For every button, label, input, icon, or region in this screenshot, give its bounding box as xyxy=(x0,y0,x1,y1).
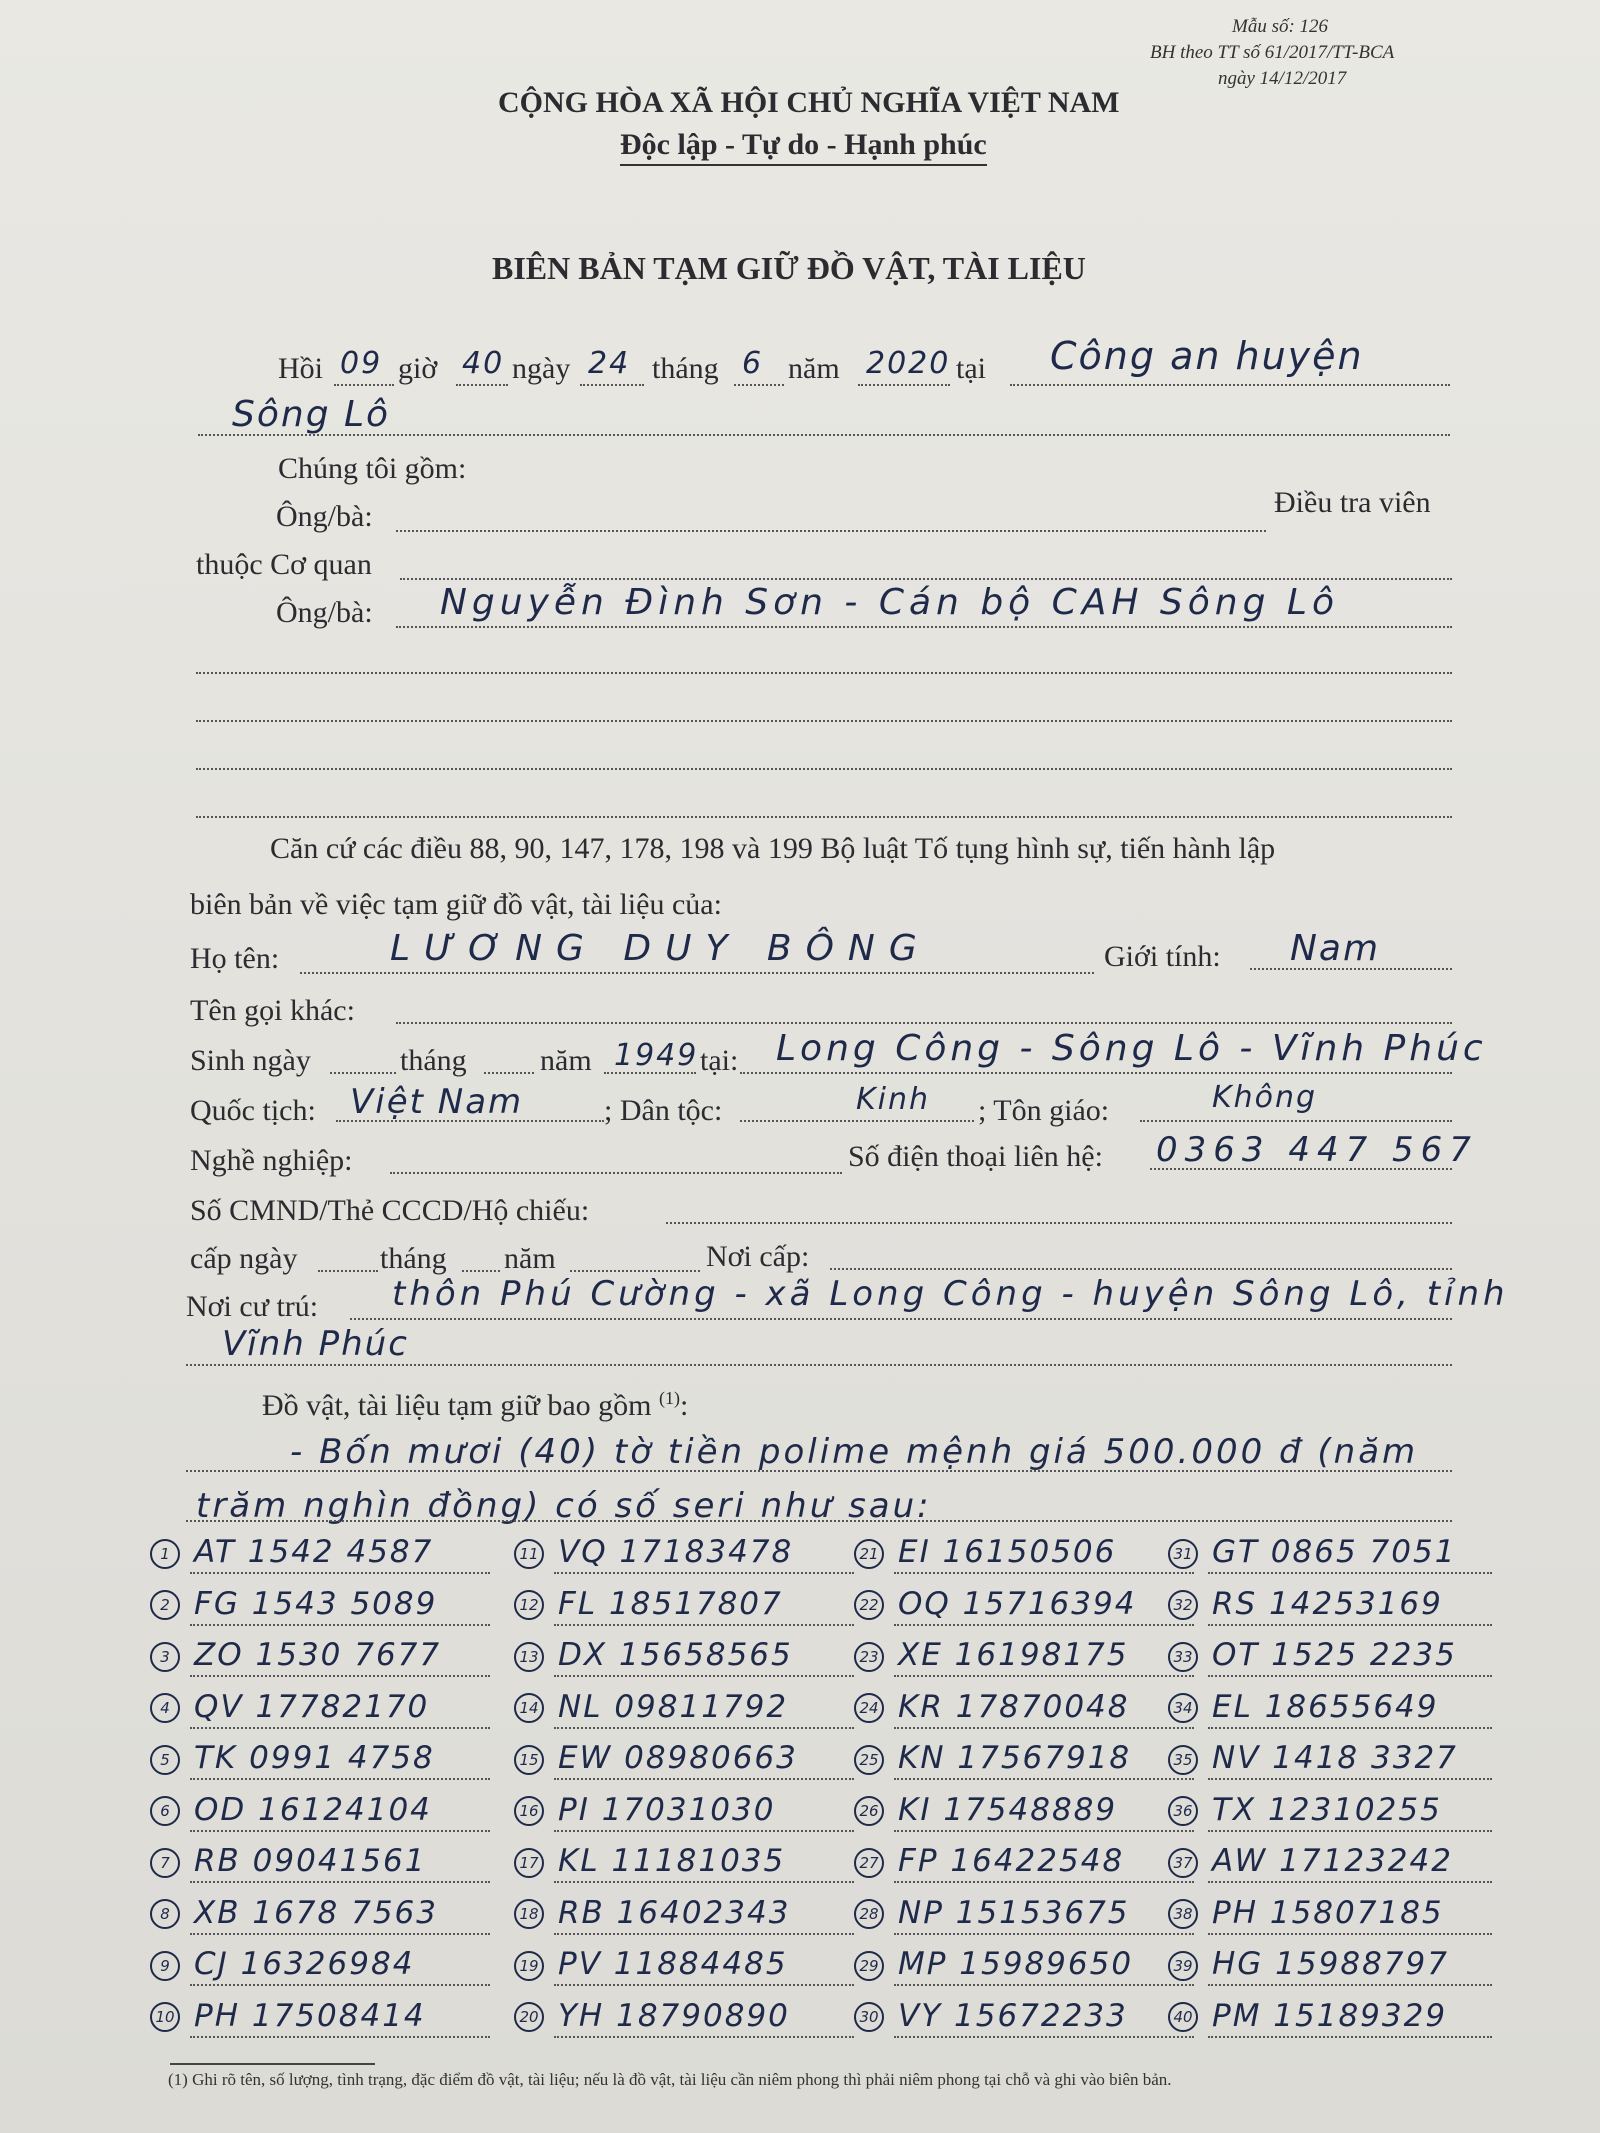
serial-index: 12 xyxy=(514,1590,544,1620)
serial-number: EL 18655649 xyxy=(1212,1688,1439,1725)
serial-index: 4 xyxy=(150,1693,180,1723)
serial-number: ZO 1530 7677 xyxy=(194,1637,442,1673)
serial-item xyxy=(854,1946,1133,1982)
issue-month-label: tháng xyxy=(380,1242,447,1275)
serial-number: CJ 16326984 xyxy=(194,1946,415,1982)
serial-item xyxy=(1168,1586,1443,1622)
day-value: 24 xyxy=(588,346,631,381)
serial-number: OD 16124104 xyxy=(194,1791,432,1828)
serial-item xyxy=(1168,1637,1457,1673)
serial-number: NP 15153675 xyxy=(898,1894,1130,1931)
occupation-label: Nghề nghiệp: xyxy=(190,1144,353,1177)
serial-item xyxy=(854,1586,1136,1622)
serial-item xyxy=(150,1637,441,1673)
serial-index: 37 xyxy=(1168,1848,1198,1878)
serial-item xyxy=(1168,1534,1456,1570)
serial-number: NV 1418 3327 xyxy=(1212,1740,1458,1776)
serial-item xyxy=(150,1998,426,2034)
serial-number: OT 1525 2235 xyxy=(1212,1637,1457,1673)
religion-label: ; Tôn giáo: xyxy=(978,1094,1110,1127)
form-code-line2: BH theo TT số 61/2017/TT-BCA xyxy=(1150,42,1395,63)
serial-number: XE 16198175 xyxy=(898,1637,1129,1673)
residence-label: Nơi cư trú: xyxy=(186,1290,319,1323)
serial-index: 28 xyxy=(854,1899,884,1929)
serial-item xyxy=(150,1946,414,1982)
serial-item xyxy=(854,1740,1131,1776)
gender-label: Giới tính: xyxy=(1104,940,1221,973)
serial-item xyxy=(514,1637,793,1673)
person1-label: Ông/bà: xyxy=(276,500,373,533)
serial-item xyxy=(514,1843,785,1879)
residence-value-2: Vĩnh Phúc xyxy=(222,1324,409,1364)
serial-number: PH 17508414 xyxy=(194,1997,426,2034)
person2-value: Nguyễn Đình Sơn - Cán bộ CAH Sông Lô xyxy=(440,582,1339,623)
serial-number: TX 12310255 xyxy=(1212,1791,1442,1828)
serial-number: PM 15189329 xyxy=(1212,1997,1448,2034)
serial-index: 19 xyxy=(514,1951,544,1981)
minute-value: 40 xyxy=(462,346,505,381)
serial-item xyxy=(854,1792,1117,1828)
serial-index: 13 xyxy=(514,1642,544,1672)
serial-number: PH 15807185 xyxy=(1212,1894,1444,1931)
items-desc-line1: - Bốn mươi (40) tờ tiền polime mệnh giá 500.000 đ (năm xyxy=(290,1432,1419,1472)
gender-value: Nam xyxy=(1290,928,1381,969)
serial-number: RS 14253169 xyxy=(1212,1585,1443,1622)
form-code-line3: ngày 14/12/2017 xyxy=(1218,68,1347,89)
serial-index: 23 xyxy=(854,1642,884,1672)
serial-index: 34 xyxy=(1168,1693,1198,1723)
serial-index: 29 xyxy=(854,1951,884,1981)
serial-item xyxy=(514,1534,793,1570)
serial-number: OQ 15716394 xyxy=(898,1585,1137,1622)
phone-label: Số điện thoại liên hệ: xyxy=(848,1140,1103,1173)
serial-item xyxy=(150,1740,435,1776)
serial-item xyxy=(150,1534,433,1570)
serial-number: HG 15988797 xyxy=(1212,1946,1449,1982)
serial-number: PI 17031030 xyxy=(558,1791,776,1828)
serial-number: QV 17782170 xyxy=(194,1688,430,1725)
serial-index: 35 xyxy=(1168,1745,1198,1775)
serial-item xyxy=(1168,1740,1458,1776)
serial-item xyxy=(514,1586,783,1622)
serial-number: KR 17870048 xyxy=(898,1688,1130,1725)
serial-number: AW 17123242 xyxy=(1212,1843,1453,1879)
serial-item xyxy=(1168,1998,1447,2034)
serial-index: 15 xyxy=(514,1745,544,1775)
serial-index: 11 xyxy=(514,1539,544,1569)
serial-number: VQ 17183478 xyxy=(558,1534,794,1570)
nationality-value: Việt Nam xyxy=(350,1082,524,1122)
serial-item xyxy=(514,1740,798,1776)
motto: Độc lập - Tự do - Hạnh phúc xyxy=(620,128,987,166)
serial-item xyxy=(854,1895,1130,1931)
religion-value: Không xyxy=(1212,1080,1318,1115)
role-label: Điều tra viên xyxy=(1274,486,1431,519)
serial-item xyxy=(514,1689,788,1725)
person2-label: Ông/bà: xyxy=(276,596,373,629)
serial-index: 36 xyxy=(1168,1796,1198,1826)
serial-item xyxy=(1168,1792,1442,1828)
serial-item xyxy=(514,1792,775,1828)
serial-number: XB 1678 7563 xyxy=(194,1894,438,1931)
issue-place-label: Nơi cấp: xyxy=(706,1240,810,1273)
serial-index: 6 xyxy=(150,1796,180,1826)
serial-index: 20 xyxy=(514,2002,544,2032)
year-value: 2020 xyxy=(866,346,951,381)
serial-item xyxy=(854,1534,1116,1570)
year-label: năm xyxy=(788,352,840,385)
serial-index: 8 xyxy=(150,1899,180,1929)
serial-number: EI 16150506 xyxy=(898,1534,1117,1570)
serial-index: 24 xyxy=(854,1693,884,1723)
basis-line1: Căn cứ các điều 88, 90, 147, 178, 198 và 199 Bộ luật Tố tụng hình sự, tiến hành lập xyxy=(270,832,1276,865)
serial-item xyxy=(150,1843,426,1879)
phone-value: 0363 447 567 xyxy=(1156,1130,1478,1170)
serial-index: 30 xyxy=(854,2002,884,2032)
month-value: 6 xyxy=(742,346,764,381)
page-title: BIÊN BẢN TẠM GIỮ ĐỒ VẬT, TÀI LIỆU xyxy=(492,250,1086,286)
serial-item xyxy=(854,1689,1130,1725)
serial-index: 39 xyxy=(1168,1951,1198,1981)
serial-index: 27 xyxy=(854,1848,884,1878)
serial-item xyxy=(1168,1895,1444,1931)
serial-item xyxy=(514,1895,790,1931)
serial-number: KN 17567918 xyxy=(898,1740,1132,1776)
serial-number: AT 1542 4587 xyxy=(194,1534,434,1570)
serial-index: 10 xyxy=(150,2002,180,2032)
serial-number: KL 11181035 xyxy=(558,1843,786,1879)
serial-number: PV 11884485 xyxy=(558,1946,788,1982)
serial-item xyxy=(150,1895,438,1931)
serial-item xyxy=(854,1998,1128,2034)
issue-day-label: cấp ngày xyxy=(190,1242,298,1275)
serial-number: GT 0865 7051 xyxy=(1212,1534,1457,1570)
serial-index: 21 xyxy=(854,1539,884,1569)
name-label: Họ tên: xyxy=(190,942,280,975)
birth-place-label: tại: xyxy=(700,1044,739,1077)
serial-item xyxy=(514,1946,788,1982)
serial-number: RB 16402343 xyxy=(558,1894,791,1931)
serial-number: NL 09811792 xyxy=(558,1688,789,1725)
serial-index: 1 xyxy=(150,1539,180,1569)
serial-item xyxy=(514,1998,790,2034)
alias-label: Tên gọi khác: xyxy=(190,994,355,1027)
serial-number: KI 17548889 xyxy=(898,1791,1118,1828)
residence-value-1: thôn Phú Cường - xã Long Công - huyện Sông Lô, tỉnh xyxy=(392,1274,1509,1314)
serial-index: 26 xyxy=(854,1796,884,1826)
ethnicity-label: ; Dân tộc: xyxy=(604,1094,723,1127)
items-desc-line2: trăm nghìn đồng) có số seri như sau: xyxy=(196,1486,932,1526)
place-value-1: Công an huyện xyxy=(1050,334,1364,378)
serial-index: 9 xyxy=(150,1951,180,1981)
serial-index: 2 xyxy=(150,1590,180,1620)
serial-index: 14 xyxy=(514,1693,544,1723)
month-label: tháng xyxy=(652,352,719,385)
serial-item xyxy=(150,1792,432,1828)
serial-number: MP 15989650 xyxy=(898,1946,1134,1982)
serial-index: 5 xyxy=(150,1745,180,1775)
minute-label: giờ xyxy=(398,352,438,385)
serial-number: YH 18790890 xyxy=(558,1997,790,2034)
birth-year-label: năm xyxy=(540,1044,592,1077)
serial-item xyxy=(1168,1689,1439,1725)
agency-label: thuộc Cơ quan xyxy=(196,548,372,581)
serial-index: 16 xyxy=(514,1796,544,1826)
serial-number: DX 15658565 xyxy=(558,1637,793,1673)
serial-index: 7 xyxy=(150,1848,180,1878)
serial-index: 32 xyxy=(1168,1590,1198,1620)
basis-line2: biên bản về việc tạm giữ đồ vật, tài liệu của: xyxy=(190,888,722,921)
serial-item xyxy=(150,1689,429,1725)
ethnicity-value: Kinh xyxy=(856,1082,931,1117)
country-header: CỘNG HÒA XÃ HỘI CHỦ NGHĨA VIỆT NAM xyxy=(498,86,1120,119)
nationality-label: Quốc tịch: xyxy=(190,1094,316,1127)
serial-item xyxy=(854,1637,1128,1673)
items-label-text: Đồ vật, tài liệu tạm giữ bao gồm xyxy=(262,1389,652,1422)
serial-index: 3 xyxy=(150,1642,180,1672)
serial-index: 18 xyxy=(514,1899,544,1929)
serial-number: RB 09041561 xyxy=(194,1843,427,1879)
serial-item xyxy=(1168,1946,1449,1982)
birth-day-label: Sinh ngày xyxy=(190,1044,311,1077)
day-label: ngày xyxy=(512,352,571,385)
birth-month-label: tháng xyxy=(400,1044,467,1077)
hour-label: Hồi xyxy=(278,352,323,385)
serial-number: TK 0991 4758 xyxy=(194,1740,435,1776)
footnote: (1) Ghi rõ tên, số lượng, tình trạng, đặc điểm đồ vật, tài liệu; nếu là đồ vật, tài liệu cần niêm phong thì phải niêm phong tại chỗ và ghi vào biên bản. xyxy=(168,2070,1172,2089)
serial-index: 22 xyxy=(854,1590,884,1620)
serial-index: 40 xyxy=(1168,2002,1198,2032)
serial-number: FP 16422548 xyxy=(898,1843,1125,1879)
serial-item xyxy=(854,1843,1124,1879)
footnote-mark: (1) xyxy=(659,1388,681,1408)
serial-number: FG 1543 5089 xyxy=(194,1585,438,1622)
serial-index: 17 xyxy=(514,1848,544,1878)
id-label: Số CMND/Thẻ CCCD/Hộ chiếu: xyxy=(190,1194,590,1227)
members-label: Chúng tôi gồm: xyxy=(278,452,467,485)
birth-year-value: 1949 xyxy=(614,1038,699,1073)
items-label: Đồ vật, tài liệu tạm giữ bao gồm $^{(1)}$: xyxy=(262,1388,689,1422)
serial-number: VY 15672233 xyxy=(898,1997,1128,2034)
serial-item xyxy=(1168,1843,1453,1879)
serial-number: FL 18517807 xyxy=(558,1585,783,1622)
serial-index: 31 xyxy=(1168,1539,1198,1569)
name-value: LƯƠNG DUY BÔNG xyxy=(390,928,931,969)
place-label: tại xyxy=(956,352,986,385)
serial-number: EW 08980663 xyxy=(558,1740,798,1776)
hour-value: 09 xyxy=(340,346,383,381)
serial-index: 33 xyxy=(1168,1642,1198,1672)
form-code-line1: Mẫu số: 126 xyxy=(1232,16,1329,37)
issue-year-label: năm xyxy=(504,1242,556,1275)
serial-index: 25 xyxy=(854,1745,884,1775)
serial-item xyxy=(150,1586,437,1622)
serial-index: 38 xyxy=(1168,1899,1198,1929)
birth-place-value: Long Công - Sông Lô - Vĩnh Phúc xyxy=(776,1028,1487,1069)
place-value-2: Sông Lô xyxy=(232,394,391,435)
